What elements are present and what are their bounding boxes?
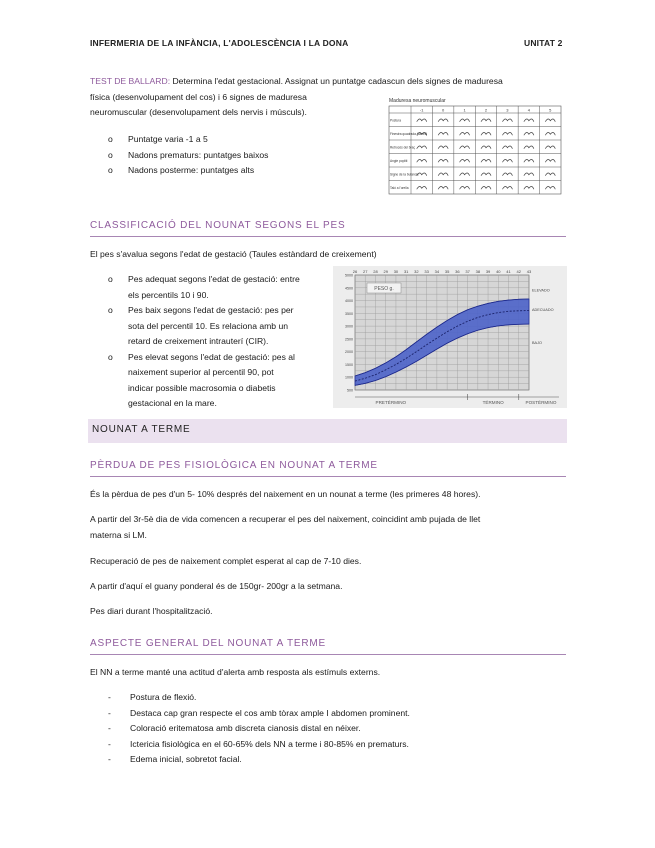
- bullet-line: sota del percentil 10. Es relaciona amb un: [128, 320, 289, 331]
- bullet-line: els percentils 10 i 90.: [128, 289, 209, 300]
- section-title-aspecte: ASPECTE GENERAL DEL NOUNAT A TERME: [90, 638, 326, 649]
- bullet-line: retard de creixement intrauterí (CIR).: [128, 336, 269, 346]
- ballard-row-label: Retrocés del braç: [390, 145, 415, 150]
- region-label: ADECUADO: [532, 307, 554, 312]
- perdua-p5: Pes diari durant l'hospitalització.: [90, 606, 213, 616]
- header-unit: UNITAT 2: [524, 38, 563, 48]
- x-tick-label: 32: [414, 269, 419, 274]
- ballard-line3: neuromuscular (desenvolupament dels nervis i músculs).: [90, 107, 307, 117]
- y-tick-label: 1500: [345, 362, 353, 367]
- ballard-bullets: [108, 132, 368, 179]
- pes-bullets: [108, 272, 333, 412]
- y-tick-label: 4500: [345, 286, 353, 291]
- section-rule: [90, 476, 566, 477]
- list-item: o Pes elevat segons l'edat de gestació: pes al naixement superior al percentil 90, pot indicar possible macrosomia o diabetis gestacional en la mare.: [128, 350, 333, 412]
- list-item: o Nadons prematurs: puntatges baixos: [108, 149, 269, 160]
- bullet-line: naixement superior al percentil 90, pot: [128, 367, 274, 377]
- x-tick-label: 41: [506, 269, 511, 274]
- y-tick-label: 500: [347, 388, 353, 393]
- ballard-col-label: 0: [442, 107, 445, 113]
- x-tick-label: 42: [516, 269, 521, 274]
- band-label: NOUNAT A TERME: [92, 424, 191, 435]
- ballard-row-label: Finestra quadrada (canell): [390, 131, 428, 136]
- x-tick-label: 34: [434, 269, 440, 274]
- period-label: POSTÉRMINO: [525, 400, 557, 405]
- x-tick-label: 43: [526, 269, 532, 274]
- y-tick-label: 5000: [345, 273, 353, 278]
- x-tick-label: 37: [465, 269, 470, 274]
- ballard-col-label: 2: [484, 107, 488, 113]
- list-item: - Destaca cap gran respecte el cos amb tòrax ample I abdomen prominent.: [108, 707, 410, 718]
- section-rule: [90, 236, 566, 237]
- ballard-row-label: Taló a l'orella: [390, 185, 409, 190]
- list-item: - Ictericia fisiològica en el 60-65% dels NN a terme i 80-85% en prematurs.: [108, 738, 409, 749]
- pes-intro: El pes s'avalua segons l'edat de gestació (Taules estàndard de creixement): [90, 249, 377, 259]
- x-tick-label: 33: [424, 269, 429, 274]
- ballard-row-label: Postura: [390, 118, 401, 123]
- aspecte-bullets: [108, 690, 410, 768]
- ballard-row-label: Angle popliti: [390, 158, 408, 163]
- aspecte-intro: El NN a terme manté una actitud d'alerta amb resposta als estímuls externs.: [90, 667, 381, 677]
- perdua-p2b: materna si LM.: [90, 529, 147, 540]
- x-tick-label: 38: [475, 269, 481, 274]
- ballard-line1: Determina l'edat gestacional. Assignat un puntatge cadascun dels signes de maduresa: [170, 76, 503, 86]
- x-tick-label: 26: [352, 269, 358, 274]
- x-tick-label: 36: [455, 269, 460, 274]
- y-tick-label: 2000: [345, 350, 353, 355]
- bullet-line: Pes elevat segons l'edat de gestació: pes al: [128, 351, 295, 362]
- ballard-col-label: 1: [463, 107, 466, 113]
- y-tick-label: 4000: [345, 299, 353, 304]
- band-nounat-terme: [88, 419, 567, 443]
- x-tick-label: 40: [496, 269, 501, 274]
- list-item: - Postura de flexió.: [108, 692, 197, 702]
- ballard-figure: [386, 95, 564, 197]
- header-title: INFERMERIA DE LA INFÀNCIA, L'ADOLESCÈNCIA I LA DONA: [90, 38, 349, 48]
- y-tick-label: 1000: [345, 375, 353, 380]
- section-rule: [90, 654, 566, 655]
- growth-chart: [333, 266, 567, 408]
- y-tick-label: 3500: [345, 311, 353, 316]
- ballard-row-label: Signe de la bufanda: [390, 172, 419, 177]
- perdua-p2: [90, 512, 570, 543]
- ballard-col-label: 5: [549, 107, 552, 113]
- bullet-line: indicar possible macrosomia o diabetis: [128, 382, 276, 393]
- ballard-label: TEST DE BALLARD:: [90, 76, 171, 86]
- y-tick-label: 2500: [345, 337, 353, 342]
- ballard-line2: física (desenvolupament del cos) i 6 signes de maduresa: [90, 91, 307, 102]
- list-item: o Pes adequat segons l'edat de gestació: entre els percentils 10 i 90.: [128, 272, 333, 303]
- perdua-p3: Recuperació de pes de naixement complet esperat al cap de 7-10 dies.: [90, 556, 362, 566]
- list-item: o Pes baix segons l'edat de gestació: pes per sota del percentil 10. Es relaciona amb un retard de creixement intrauterí (CIR).: [128, 303, 333, 350]
- chart-title: PESO g.: [374, 286, 394, 292]
- region-label: BAJO: [532, 341, 542, 345]
- section-title-pes: CLASSIFICACIÓ DEL NOUNAT SEGONS EL PES: [90, 220, 346, 231]
- list-item: o Puntatge varia -1 a 5: [108, 134, 208, 144]
- ballard-col-label: 4: [527, 107, 530, 113]
- x-tick-label: 30: [393, 269, 399, 274]
- perdua-p2a: A partir del 3r-5è dia de vida comencen a recuperar el pes del naixement, coincidint amb pujada de llet: [90, 514, 481, 524]
- x-tick-label: 39: [485, 269, 491, 274]
- bullet-line: Pes baix segons l'edat de gestació: pes per: [128, 305, 294, 315]
- bullet-line: gestacional en la mare.: [128, 398, 217, 408]
- ballard-col-label: 3: [506, 107, 509, 113]
- section-title-perdua: PÈRDUA DE PES FISIOLÒGICA EN NOUNAT A TERME: [90, 460, 378, 471]
- perdua-p1: És la pèrdua de pes d'un 5- 10% després del naixement en un nounat a terme (les primeres 48 hores).: [90, 489, 481, 499]
- bullet-line: Pes adequat segons l'edat de gestació: entre: [128, 274, 300, 284]
- x-tick-label: 29: [383, 269, 388, 274]
- x-tick-label: 35: [444, 269, 450, 274]
- list-item: - Edema inicial, sobretot facial.: [108, 754, 242, 764]
- y-tick-label: 3000: [345, 324, 353, 329]
- period-label: PRETÉRMINO: [375, 400, 407, 405]
- perdua-p4: A partir d'aquí el guany ponderal és de 150gr- 200gr a la setmana.: [90, 581, 343, 591]
- period-label: TÉRMINO: [482, 400, 504, 405]
- list-item: o Nadons posterme: puntatges alts: [108, 165, 255, 175]
- x-tick-label: 28: [373, 269, 378, 274]
- list-item: - Coloració eritematosa amb discreta cianosis distal en néixer.: [108, 723, 361, 733]
- ballard-col-label: -1: [419, 107, 424, 113]
- region-label: ELEVADO: [532, 288, 550, 293]
- x-tick-label: 27: [363, 269, 368, 274]
- x-tick-label: 31: [403, 269, 409, 274]
- ballard-figure-title: Maduresa neuromuscular: [389, 98, 446, 104]
